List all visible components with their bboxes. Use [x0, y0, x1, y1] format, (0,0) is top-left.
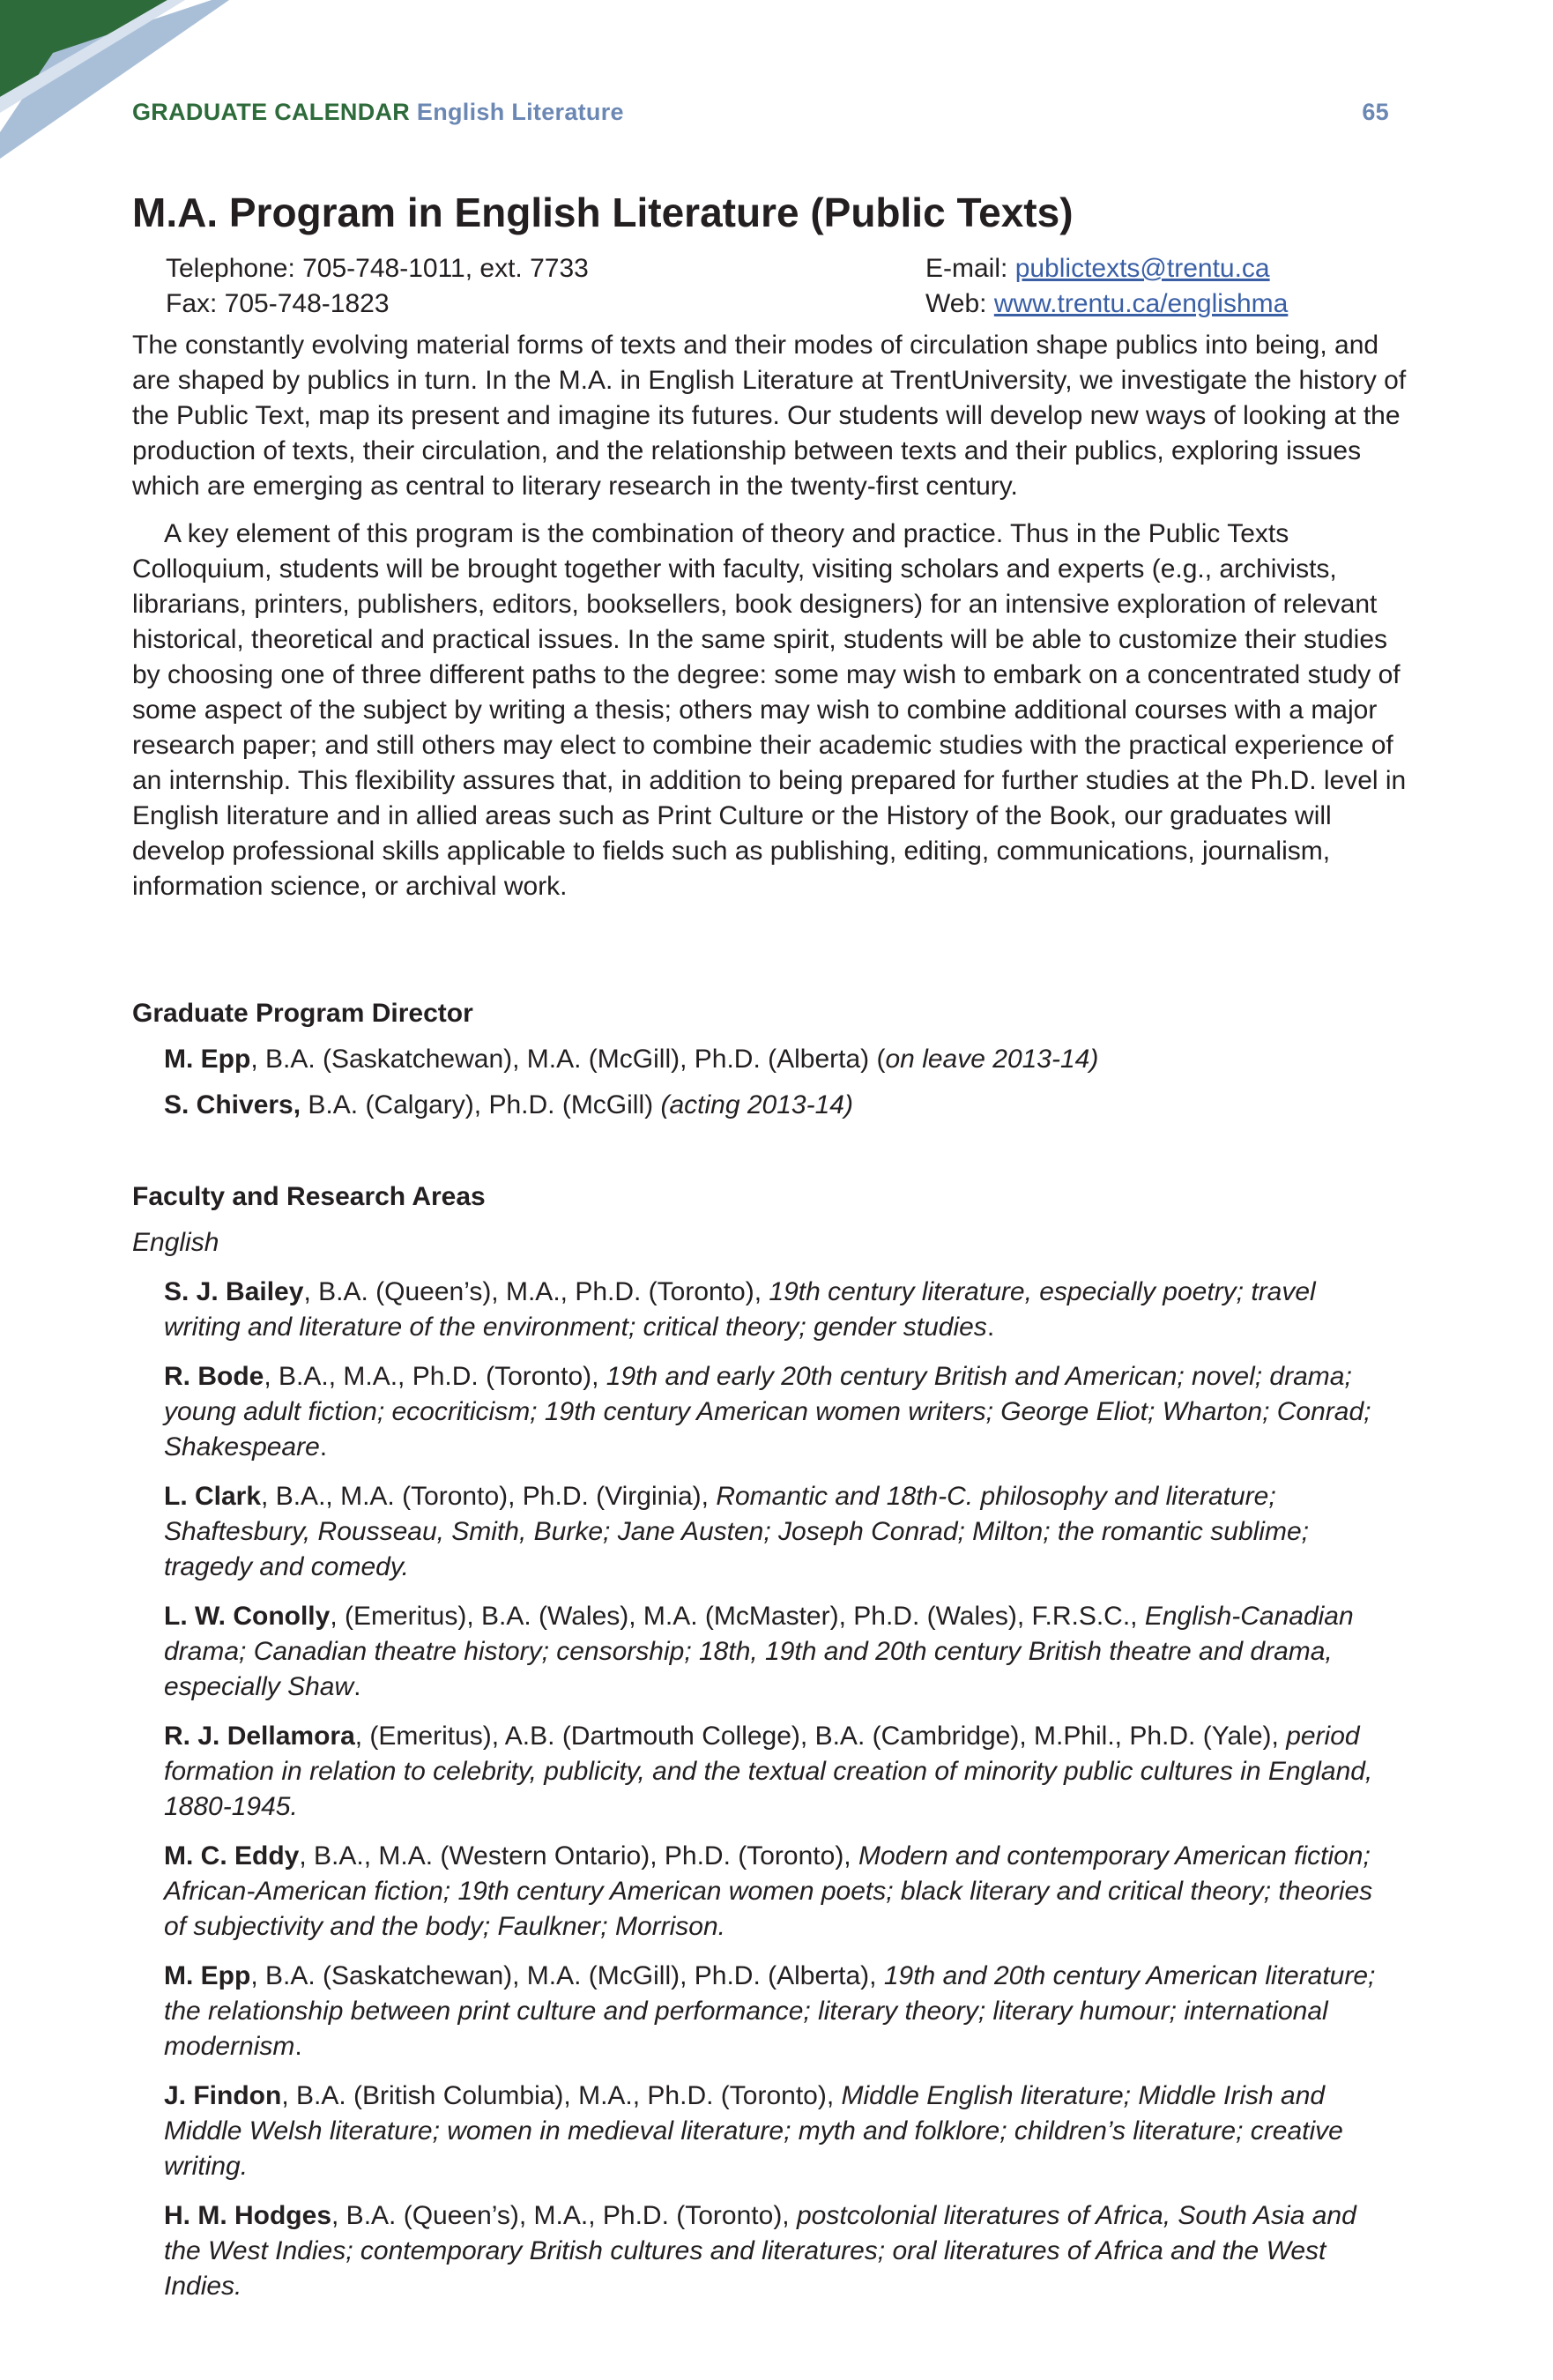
faculty-areas: 19th and early 20th century British and American; novel; drama; young adult fiction; ecocriticism; 19th century American women writers; George Eliot; Wharton; Conrad; Shakespeare — [164, 1362, 1371, 1461]
email-line — [925, 251, 1270, 286]
director-note: on leave 2013-14) — [885, 1045, 1099, 1074]
faculty-areas: 19th and 20th century American literature; the relationship between print culture and performance; literary theory; literary humour; international modernism — [164, 1961, 1376, 2061]
faculty-areas: Modern and contemporary American fiction; African-American fiction; 19th century American women poets; black literary and critical theory; theories of subjectivity and the body; Faulkner; Morrison. — [164, 1841, 1373, 1941]
email-link[interactable]: publictexts@trentu.ca — [1014, 254, 1270, 283]
director-note: (acting 2013-14) — [660, 1090, 853, 1119]
faculty-degrees: , B.A. (Saskatchewan), M.A. (McGill), Ph.D. (Alberta), — [250, 1961, 884, 1990]
faculty-name: M. Epp — [164, 1961, 251, 1990]
corner-decoration — [0, 0, 229, 159]
faculty-entry — [164, 1479, 1389, 1585]
intro-paragraph-2: A key element of this program is the combination of theory and practice. Thus in the Public Texts Colloquium, students will be brought together with faculty, visiting scholars and experts (e.g., archivists, librarians, printers, publishers, editors, booksellers, book designers) for an intensive exploration of relevant historical, theoretical and practical issues. In the same spirit, students will be able to customize their studies by choosing one of three different paths to the degree: some may wish to embark on a concentrated study of some aspect of the subject by writing a thesis; others may wish to combine additional courses with a major research paper; and still others may elect to combine their academic studies with the practical experience of an internship. This flexibility assures that, in addition to being prepared for further studies at the Ph.D. level in English literature and in allied areas such as Print Culture or the History of the Book, our graduates will develop professional skills applicable to fields such as publishing, editing, communications, journalism, information science, or archival work. — [132, 519, 1407, 901]
faculty-entry — [164, 1359, 1389, 1465]
faculty-entry — [164, 1599, 1389, 1705]
director-degrees: B.A. (Calgary), Ph.D. (McGill) — [301, 1090, 661, 1119]
faculty-areas: period formation in relation to celebrity, publicity, and the textual creation of minority public cultures in England, 1880-1945. — [164, 1722, 1373, 1821]
faculty-name: R. Bode — [164, 1362, 264, 1391]
faculty-name: L. W. Conolly — [164, 1602, 331, 1631]
director-section — [132, 996, 1421, 1123]
fax: Fax: 705-748-1823 — [166, 289, 390, 318]
faculty-degrees: , B.A., M.A. (Toronto), Ph.D. (Virginia), — [261, 1482, 717, 1511]
director-entry — [164, 1042, 1421, 1077]
faculty-subheading: English — [132, 1228, 219, 1257]
director-name: S. Chivers, — [164, 1090, 301, 1119]
telephone: Telephone: 705-748-1011, ext. 7733 — [166, 254, 589, 283]
faculty-end: . — [294, 2032, 302, 2061]
faculty-end: . — [319, 1432, 328, 1461]
faculty-degrees: , B.A. (Queen’s), M.A., Ph.D. (Toronto), — [303, 1277, 769, 1306]
faculty-degrees: , B.A., M.A. (Western Ontario), Ph.D. (Toronto), — [299, 1841, 858, 1871]
director-heading: Graduate Program Director — [132, 999, 473, 1028]
web-line — [925, 286, 1288, 322]
page-number: 65 — [1362, 99, 1389, 125]
contact-row-2 — [166, 286, 1400, 322]
faculty-entry — [164, 1959, 1389, 2064]
faculty-degrees: , (Emeritus), A.B. (Dartmouth College), B.A. (Cambridge), M.Phil., Ph.D. (Yale), — [354, 1722, 1287, 1751]
faculty-name: R. J. Dellamora — [164, 1722, 355, 1751]
faculty-name: H. M. Hodges — [164, 2201, 332, 2230]
contact-row-1 — [166, 251, 1400, 286]
faculty-entry — [164, 1719, 1389, 1825]
contact-block — [166, 251, 1400, 322]
page-title: M.A. Program in English Literature (Public Texts) — [132, 190, 1074, 235]
web-label: Web: — [925, 289, 994, 318]
faculty-degrees: , B.A. (British Columbia), M.A., Ph.D. (Toronto), — [281, 2081, 842, 2110]
running-head-calendar: GRADUATE CALENDAR — [132, 99, 411, 125]
faculty-heading: Faculty and Research Areas — [132, 1182, 486, 1211]
faculty-areas: 19th century literature, especially poetry; travel writing and literature of the environment; critical theory; gender studies — [164, 1277, 1316, 1342]
faculty-areas: English-Canadian drama; Canadian theatre history; censorship; 18th, 19th and 20th century British theatre and drama, especially Shaw — [164, 1602, 1354, 1701]
web-link[interactable]: www.trentu.ca/englishma — [993, 289, 1289, 318]
faculty-degrees: , B.A. (Queen’s), M.A., Ph.D. (Toronto), — [331, 2201, 797, 2230]
director-entry — [164, 1088, 1421, 1123]
director-name: M. Epp — [164, 1045, 251, 1074]
faculty-name: M. C. Eddy — [164, 1841, 300, 1871]
faculty-degrees: , (Emeritus), B.A. (Wales), M.A. (McMaster), Ph.D. (Wales), F.R.S.C., — [330, 1602, 1145, 1631]
faculty-end: . — [986, 1313, 995, 1342]
faculty-name: J. Findon — [164, 2081, 282, 2110]
faculty-name: L. Clark — [164, 1482, 262, 1511]
faculty-entry — [164, 1275, 1389, 1345]
director-degrees: , B.A. (Saskatchewan), M.A. (McGill), Ph.D. (Alberta) ( — [250, 1045, 886, 1074]
faculty-name: S. J. Bailey — [164, 1277, 304, 1306]
faculty-end: . — [353, 1672, 361, 1701]
faculty-degrees: , B.A., M.A., Ph.D. (Toronto), — [264, 1362, 606, 1391]
faculty-entry — [164, 2198, 1389, 2304]
running-head-section: English Literature — [416, 99, 624, 125]
faculty-section — [132, 1179, 1421, 2304]
faculty-areas: Middle English literature; Middle Irish and Middle Welsh literature; women in medieval literature; myth and folklore; children’s literature; creative writing. — [164, 2081, 1343, 2181]
intro-text — [132, 328, 1421, 917]
faculty-entry — [164, 1839, 1389, 1945]
running-head — [132, 99, 1421, 126]
faculty-areas: postcolonial literatures of Africa, South Asia and the West Indies; contemporary British cultures and literatures; oral literatures of Africa and the West Indies. — [164, 2201, 1356, 2301]
faculty-entry — [164, 2079, 1389, 2184]
faculty-areas: Romantic and 18th-C. philosophy and literature; Shaftesbury, Rousseau, Smith, Burke; Jane Austen; Joseph Conrad; Milton; the romantic sublime; tragedy and comedy. — [164, 1482, 1309, 1581]
intro-paragraph-1: The constantly evolving material forms of texts and their modes of circulation shape publics into being, and are shaped by publics in turn. In the M.A. in English Literature at TrentUniversity, we investigate the history of the Public Text, map its present and imagine its futures. Our students will develop new ways of looking at the production of texts, their circulation, and the relationship between texts and their publics, exploring issues which are emerging as central to literary research in the twenty-first century. — [132, 331, 1407, 501]
email-label: E-mail: — [925, 254, 1015, 283]
